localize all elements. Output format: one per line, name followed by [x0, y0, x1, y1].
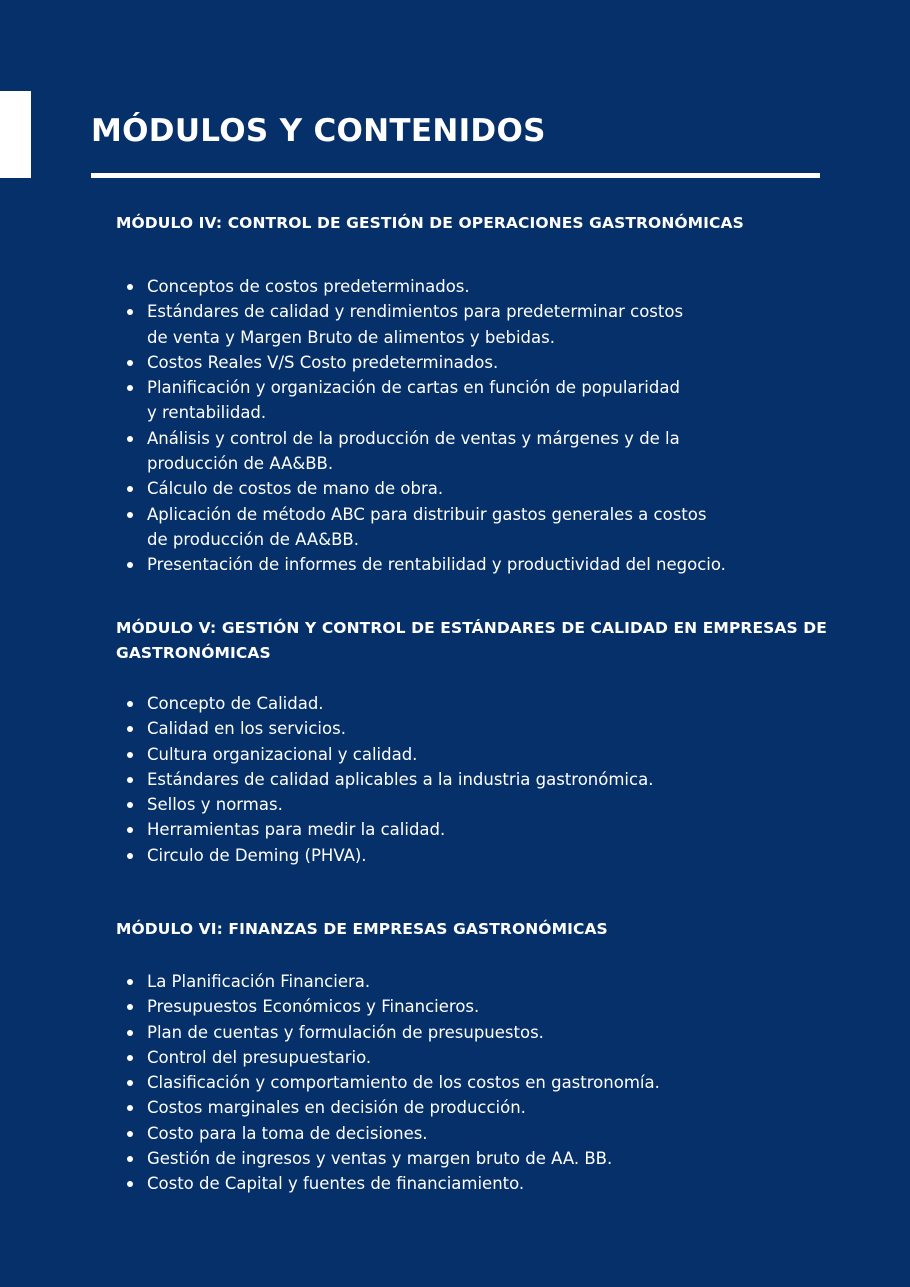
list-item: Sellos y normas. — [116, 792, 831, 817]
list-item: Herramientas para medir la calidad. — [116, 817, 831, 842]
module-heading: MÓDULO VI: FINANZAS DE EMPRESAS GASTRONÓMICAS — [116, 920, 608, 938]
module-v-section — [116, 616, 831, 868]
list-item: Presentación de informes de rentabilidad y productividad del negocio. — [116, 552, 831, 577]
page-title: MÓDULOS Y CONTENIDOS — [91, 113, 546, 149]
topic-list — [116, 969, 831, 1197]
list-item: Estándares de calidad y rendimientos para predeterminar costos de venta y Margen Bruto de alimentos y bebidas. — [116, 299, 831, 350]
module-heading: MÓDULO V: GESTIÓN Y CONTROL DE ESTÁNDARES DE CALIDAD EN EMPRESAS DE GASTRONÓMICAS — [116, 619, 827, 662]
list-item: Concepto de Calidad. — [116, 691, 831, 716]
list-item: Aplicación de método ABC para distribuir gastos generales a costos de producción de AA&BB. — [116, 502, 831, 553]
list-item: Análisis y control de la producción de ventas y márgenes y de la producción de AA&BB. — [116, 426, 831, 477]
list-item: Presupuestos Económicos y Financieros. — [116, 994, 831, 1019]
list-item: Control del presupuestario. — [116, 1045, 831, 1070]
list-item: Planificación y organización de cartas en función de popularidad y rentabilidad. — [116, 375, 831, 426]
list-item: Costos Reales V/S Costo predeterminados. — [116, 350, 831, 375]
topic-list — [116, 691, 831, 868]
list-item: Costo de Capital y fuentes de financiamiento. — [116, 1171, 831, 1196]
list-item: Calidad en los servicios. — [116, 716, 831, 741]
side-accent-tab — [0, 91, 31, 178]
title-divider — [91, 173, 820, 178]
list-item: Cultura organizacional y calidad. — [116, 742, 831, 767]
list-item: Costos marginales en decisión de producción. — [116, 1095, 831, 1120]
topic-list — [116, 274, 831, 578]
list-item: Circulo de Deming (PHVA). — [116, 843, 831, 868]
list-item: Plan de cuentas y formulación de presupuestos. — [116, 1020, 831, 1045]
list-item: Gestión de ingresos y ventas y margen bruto de AA. BB. — [116, 1146, 831, 1171]
list-item: Estándares de calidad aplicables a la industria gastronómica. — [116, 767, 831, 792]
list-item: La Planificación Financiera. — [116, 969, 831, 994]
list-item: Conceptos de costos predeterminados. — [116, 274, 831, 299]
list-item: Costo para la toma de decisiones. — [116, 1121, 831, 1146]
module-heading: MÓDULO IV: CONTROL DE GESTIÓN DE OPERACIONES GASTRONÓMICAS — [116, 214, 744, 232]
module-iv-section — [116, 211, 831, 578]
list-item: Cálculo de costos de mano de obra. — [116, 476, 831, 501]
list-item: Clasificación y comportamiento de los costos en gastronomía. — [116, 1070, 831, 1095]
module-vi-section — [116, 917, 831, 1197]
